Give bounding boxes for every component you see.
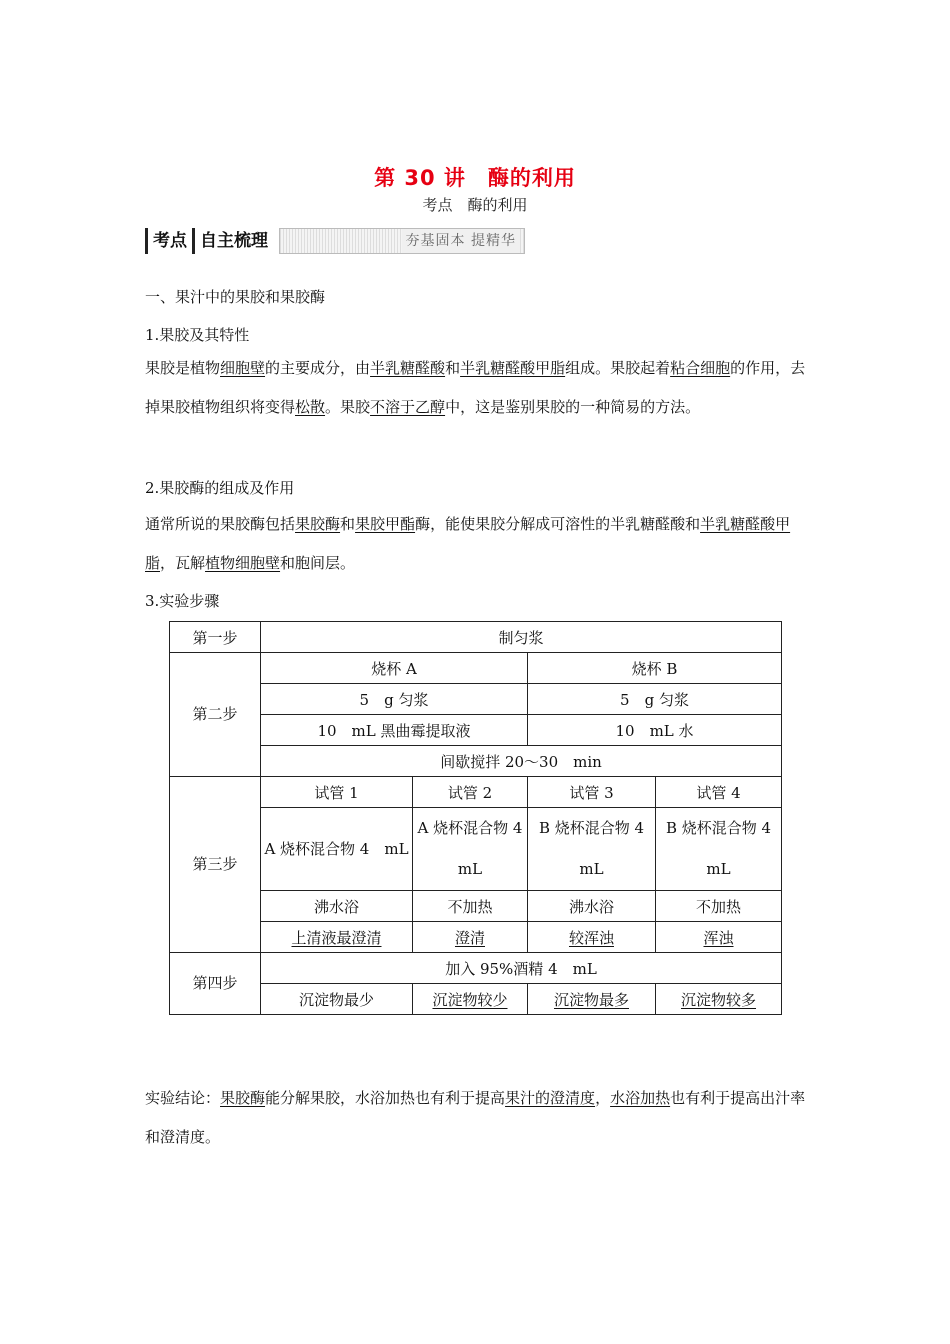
step4-label: 第四步 bbox=[170, 953, 261, 1015]
page-subtitle: 考点 酶的利用 bbox=[422, 196, 528, 214]
tube-header: 试管 1 bbox=[261, 777, 413, 808]
tube-treatment: 不加热 bbox=[656, 891, 782, 922]
text-run: 酶，能使果胶分解成可溶性的半乳糖醛酸和 bbox=[415, 515, 701, 533]
text-run: 和胞间层。 bbox=[280, 554, 356, 572]
blank-answer: 果胶酶 bbox=[220, 1089, 266, 1107]
item3-heading: 3.实验步骤 bbox=[145, 592, 220, 610]
beaker-b-header: 烧杯 B bbox=[528, 653, 782, 684]
precipitate-result: 沉淀物最少 bbox=[261, 984, 413, 1015]
blank-answer: 果胶酶 bbox=[295, 515, 341, 533]
banner-label-kaodian: 考点 bbox=[145, 228, 192, 254]
text-run: ，瓦解 bbox=[160, 554, 206, 572]
blank-answer: 细胞壁 bbox=[220, 359, 266, 377]
item2-heading: 2.果胶酶的组成及作用 bbox=[145, 479, 295, 497]
text-run: ， bbox=[595, 1089, 611, 1107]
blank-answer: 果胶甲酯 bbox=[355, 515, 416, 533]
blank-answer: 澄清 bbox=[454, 929, 485, 947]
blank-answer: 沉淀物较多 bbox=[681, 991, 757, 1009]
blank-answer: 果汁的澄清度 bbox=[505, 1089, 596, 1107]
text-run: 通常所说的果胶酶包括 bbox=[145, 515, 296, 533]
ethanol-addition: 加入 95%酒精 4 mL bbox=[261, 953, 782, 984]
text-run: 组成。果胶起着 bbox=[565, 359, 671, 377]
blank-answer: 半乳糖醛酸 bbox=[370, 359, 446, 377]
tube-treatment: 沸水浴 bbox=[528, 891, 656, 922]
banner-label-zizhu: 自主梳理 bbox=[192, 228, 273, 254]
blank-answer: 不溶于乙醇 bbox=[370, 398, 446, 416]
tube-header: 试管 3 bbox=[528, 777, 656, 808]
conclusion-paragraph bbox=[145, 1079, 810, 1157]
item1-heading: 1.果胶及其特性 bbox=[145, 326, 250, 344]
tube-result bbox=[656, 922, 782, 953]
tube-treatment: 不加热 bbox=[413, 891, 528, 922]
stir-instruction: 间歇搅拌 20～30 min bbox=[261, 746, 782, 777]
blank-answer: 较浑浊 bbox=[568, 929, 614, 947]
tube-result bbox=[413, 922, 528, 953]
experiment-steps-table bbox=[169, 621, 782, 1015]
precipitate-result bbox=[656, 984, 782, 1015]
blank-answer: 植物细胞壁 bbox=[205, 554, 281, 572]
tube-header: 试管 4 bbox=[656, 777, 782, 808]
tube-result bbox=[528, 922, 656, 953]
text-run: 也有利于提高出汁率和澄清度。 bbox=[145, 1089, 806, 1146]
beaker-a-header: 烧杯 A bbox=[261, 653, 528, 684]
item1-paragraph bbox=[145, 349, 810, 427]
item2-paragraph bbox=[145, 505, 810, 583]
blank-answer: 水浴加热 bbox=[610, 1089, 671, 1107]
blank-answer: 半乳糖醛酸甲脂 bbox=[460, 359, 566, 377]
beaker-a-amount: 5 g 匀浆 bbox=[261, 684, 528, 715]
text-run: 和 bbox=[445, 359, 461, 377]
blank-answer: 沉淀物较少 bbox=[432, 991, 508, 1009]
blank-answer: 粘合细胞 bbox=[670, 359, 731, 377]
beaker-a-addition: 10 mL 黑曲霉提取液 bbox=[261, 715, 528, 746]
blank-answer: 上清液最澄清 bbox=[291, 929, 382, 947]
blank-answer: 半乳糖醛酸甲脂 bbox=[145, 515, 791, 572]
text-run: 实验结论： bbox=[145, 1089, 221, 1107]
tube-result bbox=[261, 922, 413, 953]
blank-answer: 松散 bbox=[295, 398, 326, 416]
text-run: 。果胶 bbox=[325, 398, 371, 416]
text-run: 的主要成分，由 bbox=[265, 359, 371, 377]
step1-content: 制匀浆 bbox=[261, 622, 782, 653]
blank-answer: 浑浊 bbox=[703, 929, 734, 947]
tube4-mixture: B 烧杯混合物 4 mL bbox=[656, 808, 782, 891]
tube1-mixture: A 烧杯混合物 4 mL bbox=[261, 808, 413, 891]
precipitate-result bbox=[528, 984, 656, 1015]
precipitate-result bbox=[413, 984, 528, 1015]
beaker-b-addition: 10 mL 水 bbox=[528, 715, 782, 746]
blank-answer: 沉淀物最多 bbox=[553, 991, 629, 1009]
tube2-mixture: A 烧杯混合物 4 mL bbox=[413, 808, 528, 891]
step1-label: 第一步 bbox=[170, 622, 261, 653]
section-banner bbox=[145, 228, 525, 254]
banner-bar bbox=[279, 228, 525, 254]
text-run: 中，这是鉴别果胶的一种简易的方法。 bbox=[445, 398, 701, 416]
step3-label: 第三步 bbox=[170, 777, 261, 953]
banner-tagline: 夯基固本 提精华 bbox=[402, 229, 520, 253]
page-title: 第 30 讲 酶的利用 bbox=[374, 166, 576, 190]
tube-treatment: 沸水浴 bbox=[261, 891, 413, 922]
tube-header: 试管 2 bbox=[413, 777, 528, 808]
text-run: 和 bbox=[340, 515, 356, 533]
text-run: 的作用，去掉果胶植物组织将变得 bbox=[145, 359, 806, 416]
beaker-b-amount: 5 g 匀浆 bbox=[528, 684, 782, 715]
step2-label: 第二步 bbox=[170, 653, 261, 777]
section-heading: 一、果汁中的果胶和果胶酶 bbox=[145, 288, 326, 306]
text-run: 能分解果胶，水浴加热也有利于提高 bbox=[265, 1089, 506, 1107]
text-run: 果胶是植物 bbox=[145, 359, 221, 377]
tube3-mixture: B 烧杯混合物 4 mL bbox=[528, 808, 656, 891]
